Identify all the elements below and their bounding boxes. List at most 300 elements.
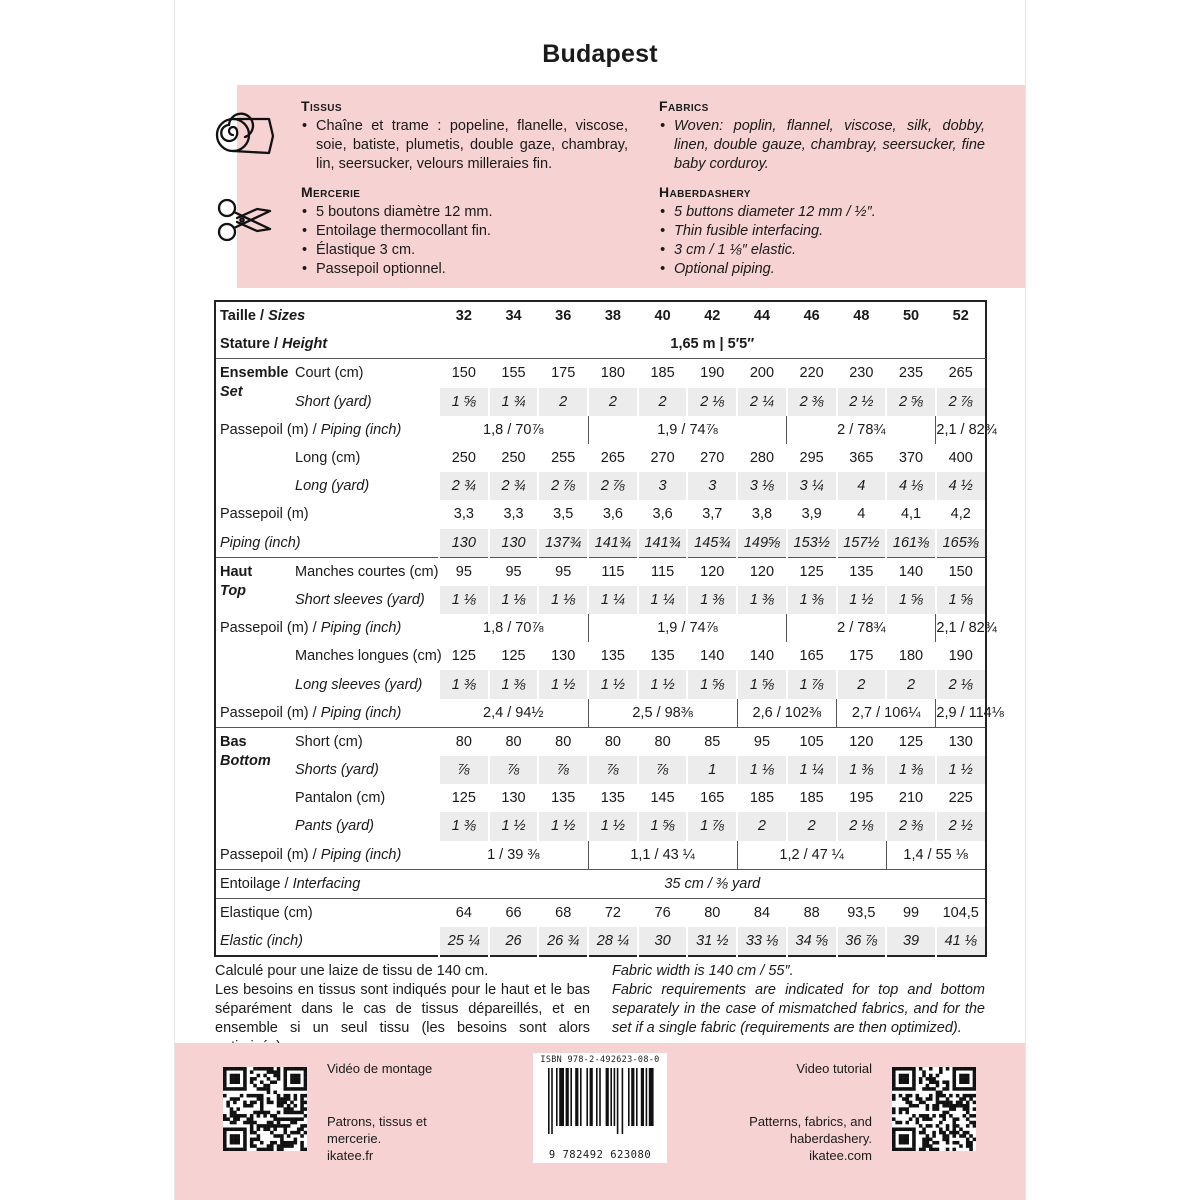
table-cell: 135: [600, 790, 625, 807]
table-cell: 2: [837, 670, 887, 698]
scissors-icon: [215, 195, 275, 245]
table-row: [215, 642, 986, 670]
table-cell: 2 ¼: [737, 388, 787, 416]
table-cell: 1 ¾: [489, 388, 539, 416]
row-label: Short (cm): [293, 727, 439, 756]
isbn-barcode: [533, 1053, 667, 1163]
table-cell: 130: [551, 648, 576, 665]
table-cell: ⅞: [588, 756, 638, 784]
row-label: Piping (inch): [220, 534, 301, 551]
section-label: [215, 727, 293, 784]
table-cell: 137¾: [538, 529, 588, 558]
section-label-en: Top: [220, 582, 247, 599]
table-cell: 210: [898, 790, 924, 807]
table-cell: 35 cm / ⅜ yard: [439, 869, 986, 898]
row-label-en: Piping (inch): [320, 421, 402, 438]
table-cell: 165⅜: [936, 529, 986, 558]
table-cell: 1: [687, 756, 737, 784]
table-row: [215, 841, 986, 870]
row-label: Court (cm): [293, 359, 439, 388]
table-cell: ⅞: [439, 756, 489, 784]
table-cell: 125: [451, 648, 476, 665]
table-cell: 80: [489, 727, 539, 756]
table-cell: 265: [600, 450, 625, 467]
qr-code-en[interactable]: [892, 1067, 976, 1151]
size-label-en: Sizes: [268, 308, 306, 325]
table-row: [215, 500, 986, 528]
table-cell: 1 ½: [837, 586, 887, 614]
table-cell: 130: [489, 529, 539, 558]
table-cell: 34 ⅝: [787, 927, 837, 956]
row-label: Elastique (cm): [215, 898, 439, 927]
table-cell: 4: [857, 506, 866, 523]
table-cell-group: 1,8 / 70⅞: [483, 421, 544, 438]
row-label-fr: Passepoil (m) /: [220, 704, 321, 721]
table-cell: 85: [687, 727, 737, 756]
table-cell: 1 ⅝: [439, 388, 489, 416]
table-cell: 141¾: [588, 529, 638, 558]
table-cell: 149⅝: [737, 529, 787, 558]
size-header: 46: [803, 308, 820, 325]
table-cell: 130: [439, 529, 489, 558]
row-label: [215, 416, 439, 444]
size-header: 48: [853, 308, 870, 325]
table-cell: 1 ⅝: [737, 670, 787, 698]
table-cell: 185: [799, 790, 824, 807]
table-row: [215, 472, 986, 500]
table-cell: 135: [600, 648, 625, 665]
table-cell: 115: [638, 557, 688, 586]
height-label-fr: Stature /: [220, 336, 283, 353]
row-label-fr: Entoilage /: [220, 875, 293, 892]
table-cell: 400: [948, 450, 973, 467]
table-cell: ⅞: [538, 756, 588, 784]
table-cell: 2: [588, 388, 638, 416]
table-row: [215, 898, 986, 927]
row-spacer: [215, 444, 293, 472]
table-row: [215, 529, 986, 558]
table-cell: 36 ⅞: [837, 927, 887, 956]
row-label: Long (cm): [295, 450, 361, 467]
table-cell: 140: [700, 648, 725, 665]
table-cell: 3,8: [751, 506, 773, 523]
footer-url-en[interactable]: ikatee.com: [809, 1148, 872, 1163]
haberdashery-en-item: • 3 cm / 1 ⅛″ elastic.: [659, 241, 985, 260]
table-cell: 2: [737, 812, 787, 840]
table-header-row: [215, 301, 986, 330]
row-label: Pants (yard): [295, 818, 374, 835]
table-cell: ⅞: [638, 756, 688, 784]
table-cell: 1 ⅝: [638, 812, 688, 840]
table-cell: 3 ⅛: [737, 472, 787, 500]
table-cell: 1 ⅜: [439, 812, 489, 840]
notes-en: [612, 962, 985, 1038]
size-header: 52: [952, 308, 969, 325]
size-header: 50: [902, 308, 920, 325]
table-cell: 1 ⅝: [886, 586, 936, 614]
fabric-roll-icon: [213, 110, 277, 162]
table-cell-group: 1,2 / 47 ¼: [737, 841, 886, 870]
row-label-en: Piping (inch): [320, 704, 402, 721]
row-label-fr: Passepoil (m) /: [220, 846, 321, 863]
table-cell-group: 2,4 / 94½: [483, 704, 544, 721]
table-cell: 2: [886, 670, 936, 698]
table-cell: 3 ¼: [787, 472, 837, 500]
section-label-en: Set: [220, 384, 243, 401]
table-cell: 120: [837, 727, 887, 756]
table-cell-group: 2,5 / 98⅜: [588, 699, 737, 728]
table-cell: 30: [638, 927, 688, 956]
row-label: Long (yard): [295, 478, 370, 495]
table-cell: 31 ½: [687, 927, 737, 956]
table-cell: 1 ⅞: [787, 670, 837, 698]
table-cell: 1 ½: [489, 812, 539, 840]
table-cell: 130: [501, 790, 526, 807]
section-label: [215, 557, 293, 614]
table-cell: 80: [439, 727, 489, 756]
note-en-requirements: Fabric requirements are indicated for top and bottom separately in the case of mismatched fabrics, and for the set if a single fabric (requirements are then optimized).: [612, 982, 985, 1036]
table-cell: ⅞: [489, 756, 539, 784]
table-cell: 80: [588, 727, 638, 756]
haberdashery-en-item: • Thin fusible interfacing.: [659, 222, 985, 241]
table-cell: 2: [638, 388, 688, 416]
table-cell: 2 ¾: [489, 472, 539, 500]
table-cell: 270: [650, 450, 675, 467]
table-row: [215, 359, 986, 388]
table-cell: 26: [489, 927, 539, 956]
table-cell: 155: [489, 359, 539, 388]
table-row: [215, 812, 986, 840]
table-cell: 235: [886, 359, 936, 388]
table-cell: 265: [936, 359, 986, 388]
table-cell: 1 ⅜: [737, 586, 787, 614]
table-cell: 140: [749, 648, 775, 665]
table-cell: 1 ⅜: [439, 670, 489, 698]
table-cell: 1 ⅛: [439, 586, 489, 614]
table-cell: 2 ⅞: [936, 388, 986, 416]
table-row: [215, 784, 986, 812]
table-cell: 141¾: [638, 529, 688, 558]
table-cell-group: 2 / 78¾: [787, 614, 936, 642]
table-cell: 250: [451, 450, 476, 467]
table-cell: 1 ¼: [787, 756, 837, 784]
table-cell-group: 1 / 39 ⅜: [487, 846, 540, 863]
haberdashery-en-heading: Haberdashery: [659, 184, 751, 200]
table-cell: 3,6: [602, 506, 623, 523]
table-cell: 135: [551, 790, 576, 807]
row-label: Short (yard): [295, 393, 372, 410]
table-row: [215, 869, 986, 898]
table-cell: 190: [687, 359, 737, 388]
table-cell: 80: [638, 727, 688, 756]
size-header: 44: [753, 308, 771, 325]
haberdashery-fr-item: • Passepoil optionnel.: [301, 260, 628, 279]
table-cell: 190: [948, 648, 973, 665]
table-cell: 26 ¾: [538, 927, 588, 956]
table-row: [215, 614, 986, 642]
table-cell: 64: [439, 898, 489, 927]
table-cell: 2 ⅞: [588, 472, 638, 500]
table-row: [215, 927, 986, 956]
table-cell: 1 ⅝: [687, 670, 737, 698]
row-label: Manches courtes (cm): [293, 557, 439, 586]
size-chart-table: [214, 300, 1004, 957]
height-value: 1,65 m | 5′5″: [670, 336, 755, 353]
table-cell: 157½: [837, 529, 887, 558]
table-cell: 3,5: [553, 506, 574, 523]
isbn-text: ISBN 978-2-492623-08-0: [540, 1055, 660, 1065]
table-cell: 1 ⅜: [787, 586, 837, 614]
footer-shop-fr: Patrons, tissus et mercerie.: [327, 1114, 427, 1146]
table-cell: 1 ⅛: [489, 586, 539, 614]
table-cell: 2 ½: [936, 812, 986, 840]
fabrics-fr-item: • Chaîne et trame : popeline, flanelle, viscose, soie, batiste, plumetis, double gaze, chambray, lin, seersucker, velours milleraies fin.: [301, 117, 628, 174]
table-row: [215, 699, 986, 728]
row-label-en: Piping (inch): [320, 846, 402, 863]
table-cell: 1 ¼: [638, 586, 688, 614]
table-cell: 105: [787, 727, 837, 756]
size-header: 34: [505, 308, 522, 325]
haberdashery-fr-heading: Mercerie: [301, 184, 361, 200]
table-row: [215, 388, 986, 416]
table-cell: 250: [501, 450, 526, 467]
table-cell-group: 2,6 / 102⅜: [737, 699, 836, 728]
table-cell: 165: [700, 790, 725, 807]
table-row: [215, 444, 986, 472]
table-cell: 1 ½: [638, 670, 688, 698]
row-label-en: Interfacing: [292, 875, 361, 892]
table-cell: 41 ⅛: [936, 927, 986, 956]
table-cell: 195: [849, 790, 874, 807]
table-cell: 93,5: [837, 898, 887, 927]
size-header: 38: [604, 308, 621, 325]
table-cell: 4 ½: [936, 472, 986, 500]
table-cell: 2 ¾: [439, 472, 489, 500]
row-label-fr: Passepoil (m) /: [220, 620, 321, 637]
fabrics-en-heading: Fabrics: [659, 98, 709, 114]
row-label: [215, 699, 439, 728]
height-label: [215, 330, 439, 359]
table-cell: 88: [787, 898, 837, 927]
table-cell: 1 ⅝: [936, 586, 986, 614]
table-cell: 220: [787, 359, 837, 388]
row-label-fr: Passepoil (m) /: [220, 421, 321, 438]
table-cell: 1 ⅜: [837, 756, 887, 784]
table-cell: 200: [737, 359, 787, 388]
table-cell: 2 ⅞: [538, 472, 588, 500]
table-cell: 80: [687, 898, 737, 927]
table-cell: 1 ⅛: [737, 756, 787, 784]
table-cell: 370: [898, 450, 924, 467]
table-cell: 1 ½: [538, 812, 588, 840]
table-cell: 135: [837, 557, 887, 586]
table-cell: 153½: [787, 529, 837, 558]
table-cell: 150: [936, 557, 986, 586]
table-cell: 295: [799, 450, 824, 467]
table-cell: 255: [551, 450, 576, 467]
table-cell: 3,9: [801, 506, 822, 523]
row-label: Elastic (inch): [220, 933, 303, 950]
section-label-fr: Ensemble: [220, 365, 289, 382]
row-label: [215, 869, 439, 898]
table-cell: 165: [799, 648, 824, 665]
table-cell: 95: [737, 727, 787, 756]
table-cell: 150: [439, 359, 489, 388]
row-spacer: [215, 784, 293, 812]
table-cell: 68: [538, 898, 588, 927]
row-spacer: [215, 812, 293, 840]
table-cell: 175: [849, 648, 874, 665]
table-cell: 180: [588, 359, 638, 388]
table-cell: 180: [898, 648, 924, 665]
section-label-fr: Bas: [220, 733, 247, 750]
table-cell-group: 2,1 / 82¾: [936, 614, 986, 642]
page-title: Budapest: [542, 40, 658, 68]
table-cell: 72: [588, 898, 638, 927]
table-cell: 2 ⅛: [837, 812, 887, 840]
table-cell: 270: [700, 450, 725, 467]
table-cell: 3,7: [702, 506, 723, 523]
table-cell: 130: [936, 727, 986, 756]
row-label: [215, 614, 439, 642]
size-label-fr: Taille /: [220, 308, 269, 325]
barcode-bars: [546, 1068, 654, 1136]
haberdashery-fr-item: • 5 boutons diamètre 12 mm.: [301, 203, 628, 222]
table-row: [215, 586, 986, 614]
table-cell-group: 1,4 / 55 ⅛: [886, 841, 985, 870]
table-cell: 84: [737, 898, 787, 927]
table-cell: 140: [886, 557, 936, 586]
size-header-label: [215, 301, 439, 330]
table-cell: 104,5: [936, 898, 986, 927]
table-cell: 2 ⅜: [886, 812, 936, 840]
section-label-en: Bottom: [220, 752, 271, 769]
table-cell: 115: [588, 557, 638, 586]
table-cell: 1 ½: [936, 756, 986, 784]
table-row: [215, 416, 986, 444]
table-cell: 145¾: [687, 529, 737, 558]
table-cell: 145: [650, 790, 675, 807]
table-row: [215, 330, 986, 359]
footer-video-en: Video tutorial: [796, 1061, 872, 1076]
table-cell: 2 ⅛: [687, 388, 737, 416]
row-spacer: [215, 642, 293, 670]
table-cell: 2 ⅜: [787, 388, 837, 416]
table-cell: 1 ½: [588, 670, 638, 698]
table-cell: 2: [538, 388, 588, 416]
footer-video-fr: Vidéo de montage: [327, 1061, 433, 1076]
haberdashery-en-item: • Optional piping.: [659, 260, 985, 279]
table-row: [215, 670, 986, 698]
fabrics-en-item: • Woven: poplin, flannel, viscose, silk, dobby, linen, double gauze, chambray, seersucker, fine baby corduroy.: [659, 117, 985, 174]
table-cell: 280: [749, 450, 775, 467]
table-cell: 3: [687, 472, 737, 500]
table-cell: 99: [886, 898, 936, 927]
table-cell: 1 ½: [538, 670, 588, 698]
table-row: [215, 557, 986, 586]
table-cell: 4,2: [950, 506, 971, 523]
qr-code-fr[interactable]: [223, 1067, 307, 1151]
table-cell: 2 ⅝: [886, 388, 936, 416]
haberdashery-fr: [301, 183, 628, 279]
haberdashery-fr-item: • Entoilage thermocollant fin.: [301, 222, 628, 241]
table-cell: 3: [638, 472, 688, 500]
table-cell: 125: [787, 557, 837, 586]
table-cell: 1 ⅞: [687, 812, 737, 840]
table-cell: 230: [837, 359, 887, 388]
table-cell-group: 1,9 / 74⅞: [588, 614, 787, 642]
table-cell: 161⅜: [886, 529, 936, 558]
table-cell-group: 2,7 / 106¼: [837, 699, 936, 728]
section-label-fr: Haut: [220, 563, 253, 580]
table-cell: 76: [638, 898, 688, 927]
table-cell: 3,6: [652, 506, 673, 523]
table-cell: 1 ⅜: [687, 586, 737, 614]
note-fr-requirements: Les besoins en tissus sont indiqués pour le haut et le bas séparément dans le cas de tissus dépareillés, et en ensemble si un seul tissu (les besoins sont alors: [215, 982, 590, 1036]
table-cell: 125: [451, 790, 476, 807]
table-cell: 365: [849, 450, 874, 467]
haberdashery-en-item: • 5 buttons diameter 12 mm / ½″.: [659, 203, 985, 222]
row-label: Passepoil (m): [220, 506, 309, 523]
table-cell-group: 1,8 / 70⅞: [483, 620, 544, 637]
table-cell-group: 1,9 / 74⅞: [588, 416, 787, 444]
table-cell: 1 ¼: [588, 586, 638, 614]
table-cell: 120: [687, 557, 737, 586]
haberdashery-fr-item: • Élastique 3 cm.: [301, 241, 628, 260]
row-label-en: Piping (inch): [320, 620, 402, 637]
table-cell: 66: [489, 898, 539, 927]
table-row: [215, 727, 986, 756]
row-label: Short sleeves (yard): [295, 591, 425, 608]
table-cell: 1 ½: [588, 812, 638, 840]
row-label: Long sleeves (yard): [295, 676, 423, 693]
height-label-en: Height: [282, 336, 328, 353]
size-header: 32: [455, 308, 472, 325]
fabrics-fr-heading: Tissus: [301, 98, 342, 114]
table-cell: 4 ⅛: [886, 472, 936, 500]
table-cell: 95: [439, 557, 489, 586]
note-fr-width: Calculé pour une laize de tissu de 140 cm.: [215, 963, 489, 979]
table-cell-group: 1,1 / 43 ¼: [588, 841, 737, 870]
table-cell: 120: [737, 557, 787, 586]
table-cell: 185: [749, 790, 775, 807]
footer-shop-en: Patterns, fabrics, and haberdashery.: [749, 1114, 872, 1146]
barcode-number: 9 782492 623080: [548, 1149, 652, 1161]
table-cell: 4,1: [900, 506, 922, 523]
fabrics-fr: [301, 97, 628, 174]
table-cell: 2 ½: [837, 388, 887, 416]
footer-url-fr[interactable]: ikatee.fr: [327, 1148, 374, 1163]
table-cell: 1 ⅛: [538, 586, 588, 614]
table-cell: 225: [948, 790, 973, 807]
table-cell: 185: [638, 359, 688, 388]
table-cell-group: 2 / 78¾: [787, 416, 936, 444]
table-cell: 2: [787, 812, 837, 840]
table-cell: 95: [538, 557, 588, 586]
table-cell: 2 ⅛: [936, 670, 986, 698]
size-header: 42: [704, 308, 721, 325]
table-cell: 39: [886, 927, 936, 956]
table-cell: 28 ¼: [588, 927, 638, 956]
table-cell: 33 ⅛: [737, 927, 787, 956]
table-cell: 25 ¼: [439, 927, 489, 956]
row-label: Pantalon (cm): [295, 790, 386, 807]
row-label: Shorts (yard): [295, 762, 379, 779]
table-cell: 125: [501, 648, 526, 665]
table-cell: 1 ⅜: [886, 756, 936, 784]
table-cell: 80: [538, 727, 588, 756]
row-label: [215, 841, 439, 870]
